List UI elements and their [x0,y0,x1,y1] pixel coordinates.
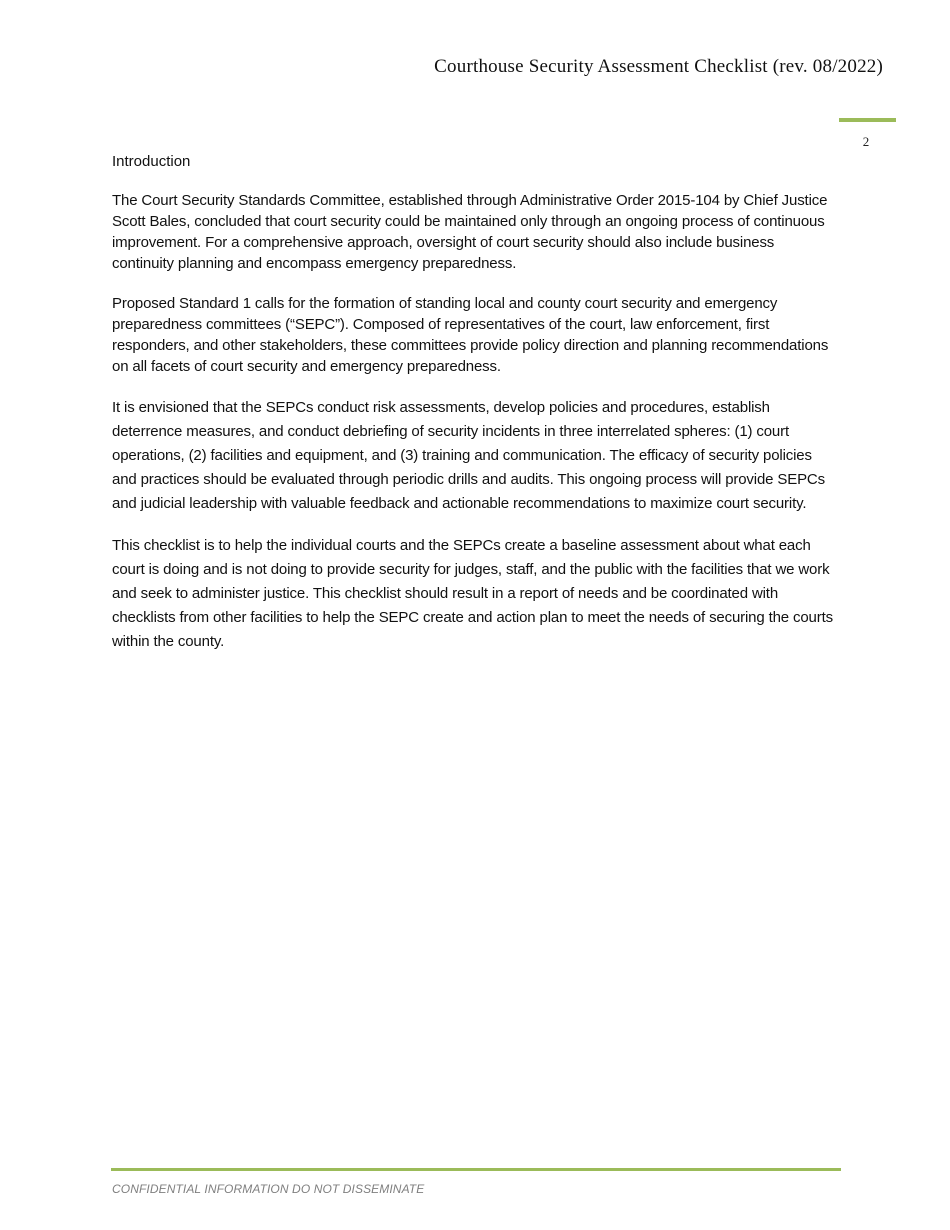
paragraph-2: Proposed Standard 1 calls for the formation of standing local and county court security and emergency preparedness committees (“SEPC”). Composed of representatives of the court, law enforcement, first responders, and other stakeholders, these committees provide policy direction and planning recommendations on all facets of court security and emergency preparedness. [112,295,829,375]
running-header: Courthouse Security Assessment Checklist (rev. 08/2022) [434,56,883,77]
footer-rule [111,1168,841,1171]
page-number: 2 [862,134,870,149]
footer-confidentiality-notice: CONFIDENTIAL INFORMATION DO NOT DISSEMINATE [112,1182,425,1196]
page-number-rule [839,118,896,122]
main-content [112,151,840,672]
paragraph-3: It is envisioned that the SEPCs conduct risk assessments, develop policies and procedures, establish deterrence measures, and conduct debriefing of security incidents in three interrelated spheres: (1) court operations, (2) facilities and equipment, and (3) training and communication. The efficacy of security policies and practices should be evaluated through periodic drills and audits. This ongoing process will provide SEPCs and judicial leadership with valuable feedback and actionable recommendations to maximize court security. [112,399,825,512]
paragraph-4: This checklist is to help the individual courts and the SEPCs create a baseline assessment about what each court is doing and is not doing to provide security for judges, staff, and the public with the facilities that we work and seek to administer justice. This checklist should result in a report of needs and be coordinated with checklists from other facilities to help the SEPC create and action plan to meet the needs of securing the courts within the county. [112,537,833,650]
paragraph-1: The Court Security Standards Committee, established through Administrative Order 2015-104 by Chief Justice Scott Bales, concluded that court security could be maintained only through an ongoing process of continuous improvement. For a comprehensive approach, oversight of court security should also include business continuity planning and encompass emergency preparedness. [112,192,828,272]
section-heading: Introduction [112,153,191,170]
